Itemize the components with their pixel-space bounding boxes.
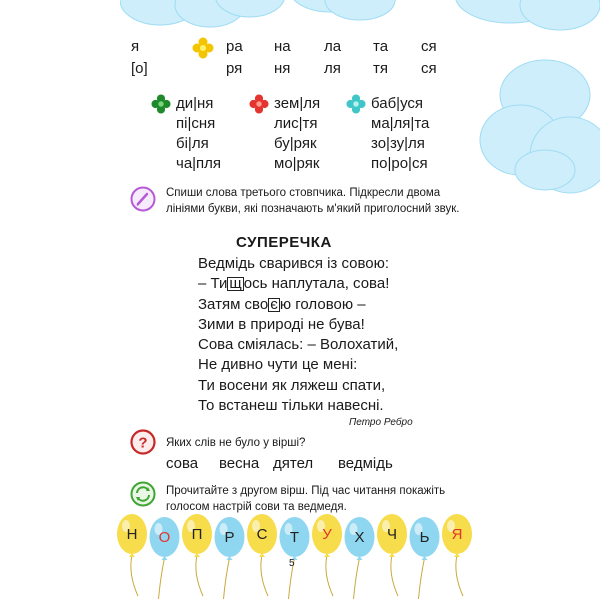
syllable-first-row1: я bbox=[131, 38, 140, 55]
poem-line-2: – Ти щ ось наплутала, сова! bbox=[198, 275, 390, 293]
balloon bbox=[442, 514, 472, 596]
balloon-letter: П bbox=[191, 526, 203, 543]
balloon bbox=[150, 517, 180, 599]
poem-line: Ти восени як ляжеш спати, bbox=[198, 376, 386, 394]
poem-line: То встанеш тільки навесні. bbox=[198, 397, 384, 415]
syllable-row2-2: ня bbox=[274, 60, 291, 77]
answer-word: весна bbox=[219, 455, 260, 472]
syllable-row1-4: та bbox=[373, 38, 389, 55]
word-item: ди|ня bbox=[176, 95, 214, 112]
poem-body bbox=[198, 254, 398, 416]
word-item: ма|ля|та bbox=[371, 115, 430, 132]
word-item: по|ро|ся bbox=[371, 155, 428, 172]
balloon bbox=[117, 514, 147, 596]
word-column-1 bbox=[176, 94, 221, 174]
syllable-row1-2: на bbox=[274, 38, 291, 55]
balloon-letter: Т bbox=[289, 529, 300, 546]
cloud-right-decoration bbox=[475, 55, 600, 195]
syllable-row2-3: ля bbox=[324, 60, 341, 77]
word-item: пі|сня bbox=[176, 115, 216, 132]
syllable-row2-1: ря bbox=[226, 60, 243, 77]
syllable-row1-3: ла bbox=[324, 38, 342, 55]
balloon bbox=[215, 517, 245, 599]
balloon-letter: Я bbox=[451, 526, 463, 543]
syllable-row1-5: ся bbox=[421, 38, 437, 55]
question-icon bbox=[130, 429, 156, 455]
poem-line: Ведмідь сварився із совою: bbox=[198, 255, 390, 272]
balloon-letter: Р bbox=[224, 529, 235, 546]
balloon-letter: О bbox=[158, 529, 171, 546]
poem-line-3: Затям сво є ю головою – bbox=[198, 295, 366, 313]
poem-line: Зими в природі не бува! bbox=[198, 315, 365, 333]
poem-line: Сова сміялась: – Волохатий, bbox=[198, 336, 399, 354]
balloon-letter: У bbox=[322, 526, 332, 543]
pencil-icon bbox=[130, 186, 156, 212]
page-number: 5 bbox=[289, 558, 295, 569]
balloon bbox=[182, 514, 212, 596]
highlighted-letter-box: щ bbox=[229, 275, 242, 293]
syllable-row1-1: ра bbox=[226, 38, 243, 55]
word-item: мо|ряк bbox=[274, 155, 320, 172]
balloon bbox=[410, 517, 440, 599]
word-item: ча|пля bbox=[176, 155, 222, 172]
highlighted-letter-box: є bbox=[270, 295, 278, 313]
flower-green-icon bbox=[151, 94, 171, 114]
balloon bbox=[312, 514, 342, 596]
balloon-letter: Ч bbox=[387, 526, 397, 543]
word-item: бу|ряк bbox=[274, 135, 317, 152]
flower-teal-icon bbox=[346, 94, 366, 114]
question-text: Яких слів не було у вірші? bbox=[166, 437, 306, 449]
balloon-letter: Ь bbox=[419, 529, 430, 546]
balloon bbox=[345, 517, 375, 599]
word-item: лис|тя bbox=[274, 115, 318, 132]
syllable-row2-5: ся bbox=[421, 60, 437, 77]
flower-red-icon bbox=[249, 94, 269, 114]
poem-author: Петро Ребро bbox=[349, 417, 413, 428]
cloud-top-decoration bbox=[120, 0, 600, 40]
syllable-row2-4: тя bbox=[373, 60, 388, 77]
task-instruction-1: Спиши слова третього стовпчика. Підкресли двома лініями букви, які позначають м'який приголосний звук. bbox=[166, 187, 460, 215]
answer-word: дятел bbox=[273, 455, 314, 472]
word-item: баб|уся bbox=[371, 95, 424, 112]
word-item: бі|ля bbox=[176, 135, 209, 152]
reading-together-icon bbox=[130, 481, 156, 507]
flower-yellow-icon bbox=[192, 37, 214, 59]
word-column-2 bbox=[274, 94, 320, 174]
svg-text:?: ? bbox=[138, 434, 148, 452]
balloon bbox=[247, 514, 277, 596]
balloon bbox=[377, 514, 407, 596]
poem-line: Не дивно чути це мені: bbox=[198, 356, 358, 374]
alphabet-balloons bbox=[110, 512, 480, 602]
balloon-letter: С bbox=[256, 526, 268, 543]
balloon-letter: Х bbox=[354, 529, 365, 546]
word-column-3 bbox=[371, 94, 429, 174]
answer-word: ведмідь bbox=[338, 455, 393, 472]
poem-title: СУПЕРЕЧКА bbox=[236, 234, 332, 251]
word-item: зем|ля bbox=[274, 95, 321, 112]
task-instruction-2: Прочитайте з другом вірш. Під час читання покажіть голосом настрій сови та ведмедя. bbox=[166, 485, 446, 513]
syllable-first-row2: [о] bbox=[131, 60, 148, 77]
balloon-letter: Н bbox=[126, 526, 138, 543]
answer-word: сова bbox=[166, 455, 199, 472]
word-item: зо|зу|ля bbox=[371, 135, 425, 152]
